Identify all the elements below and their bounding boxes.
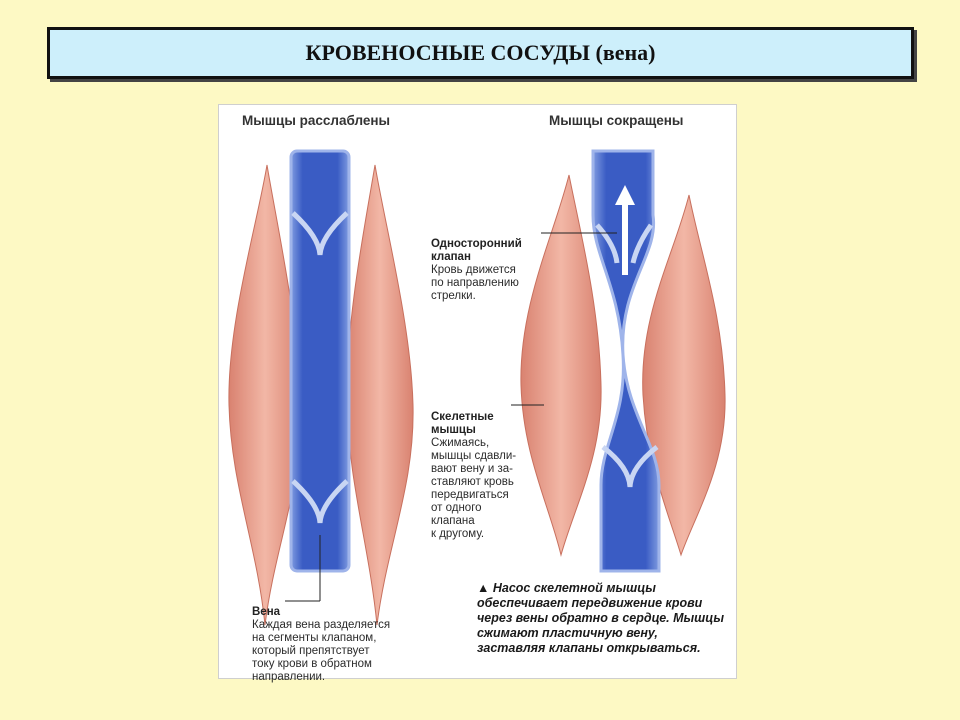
slide-title: КРОВЕНОСНЫЕ СОСУДЫ (вена)	[305, 40, 656, 65]
vein-label-title: Вена	[252, 606, 281, 618]
figure-caption: ▲ Насос скелетной мышцы обеспечивает передвижение крови через вены обратно в сердце. Мышцы сжимают пластичную вену, заставляя клапаны открываться.	[477, 581, 725, 655]
right-muscle-outer	[521, 175, 601, 555]
valve-label	[431, 225, 522, 303]
valve-label-text: Кровь движется по направлению стрелки.	[431, 264, 519, 302]
slide-title-box	[47, 27, 914, 79]
muscle-label	[431, 398, 516, 541]
muscle-label-text: Сжимаясь, мышцы сдавли- вают вену и за- ставляют кровь передвигаться от одного клапана к другому.	[431, 437, 517, 540]
relaxed-header: Мышцы расслаблены	[242, 113, 391, 128]
left-muscle-inner	[347, 165, 413, 625]
vein-label	[252, 593, 390, 684]
vein-figure-panel	[218, 104, 737, 683]
contracted-header: Мышцы сокращены	[549, 113, 684, 128]
relaxed-vein	[291, 151, 349, 571]
muscle-label-title: Скелетные мышцы	[431, 411, 494, 436]
vein-label-text: Каждая вена разделяется на сегменты клапаном, который препятствует току крови в обратном направлении.	[252, 619, 391, 683]
valve-label-title: Односторонний клапан	[431, 238, 522, 263]
